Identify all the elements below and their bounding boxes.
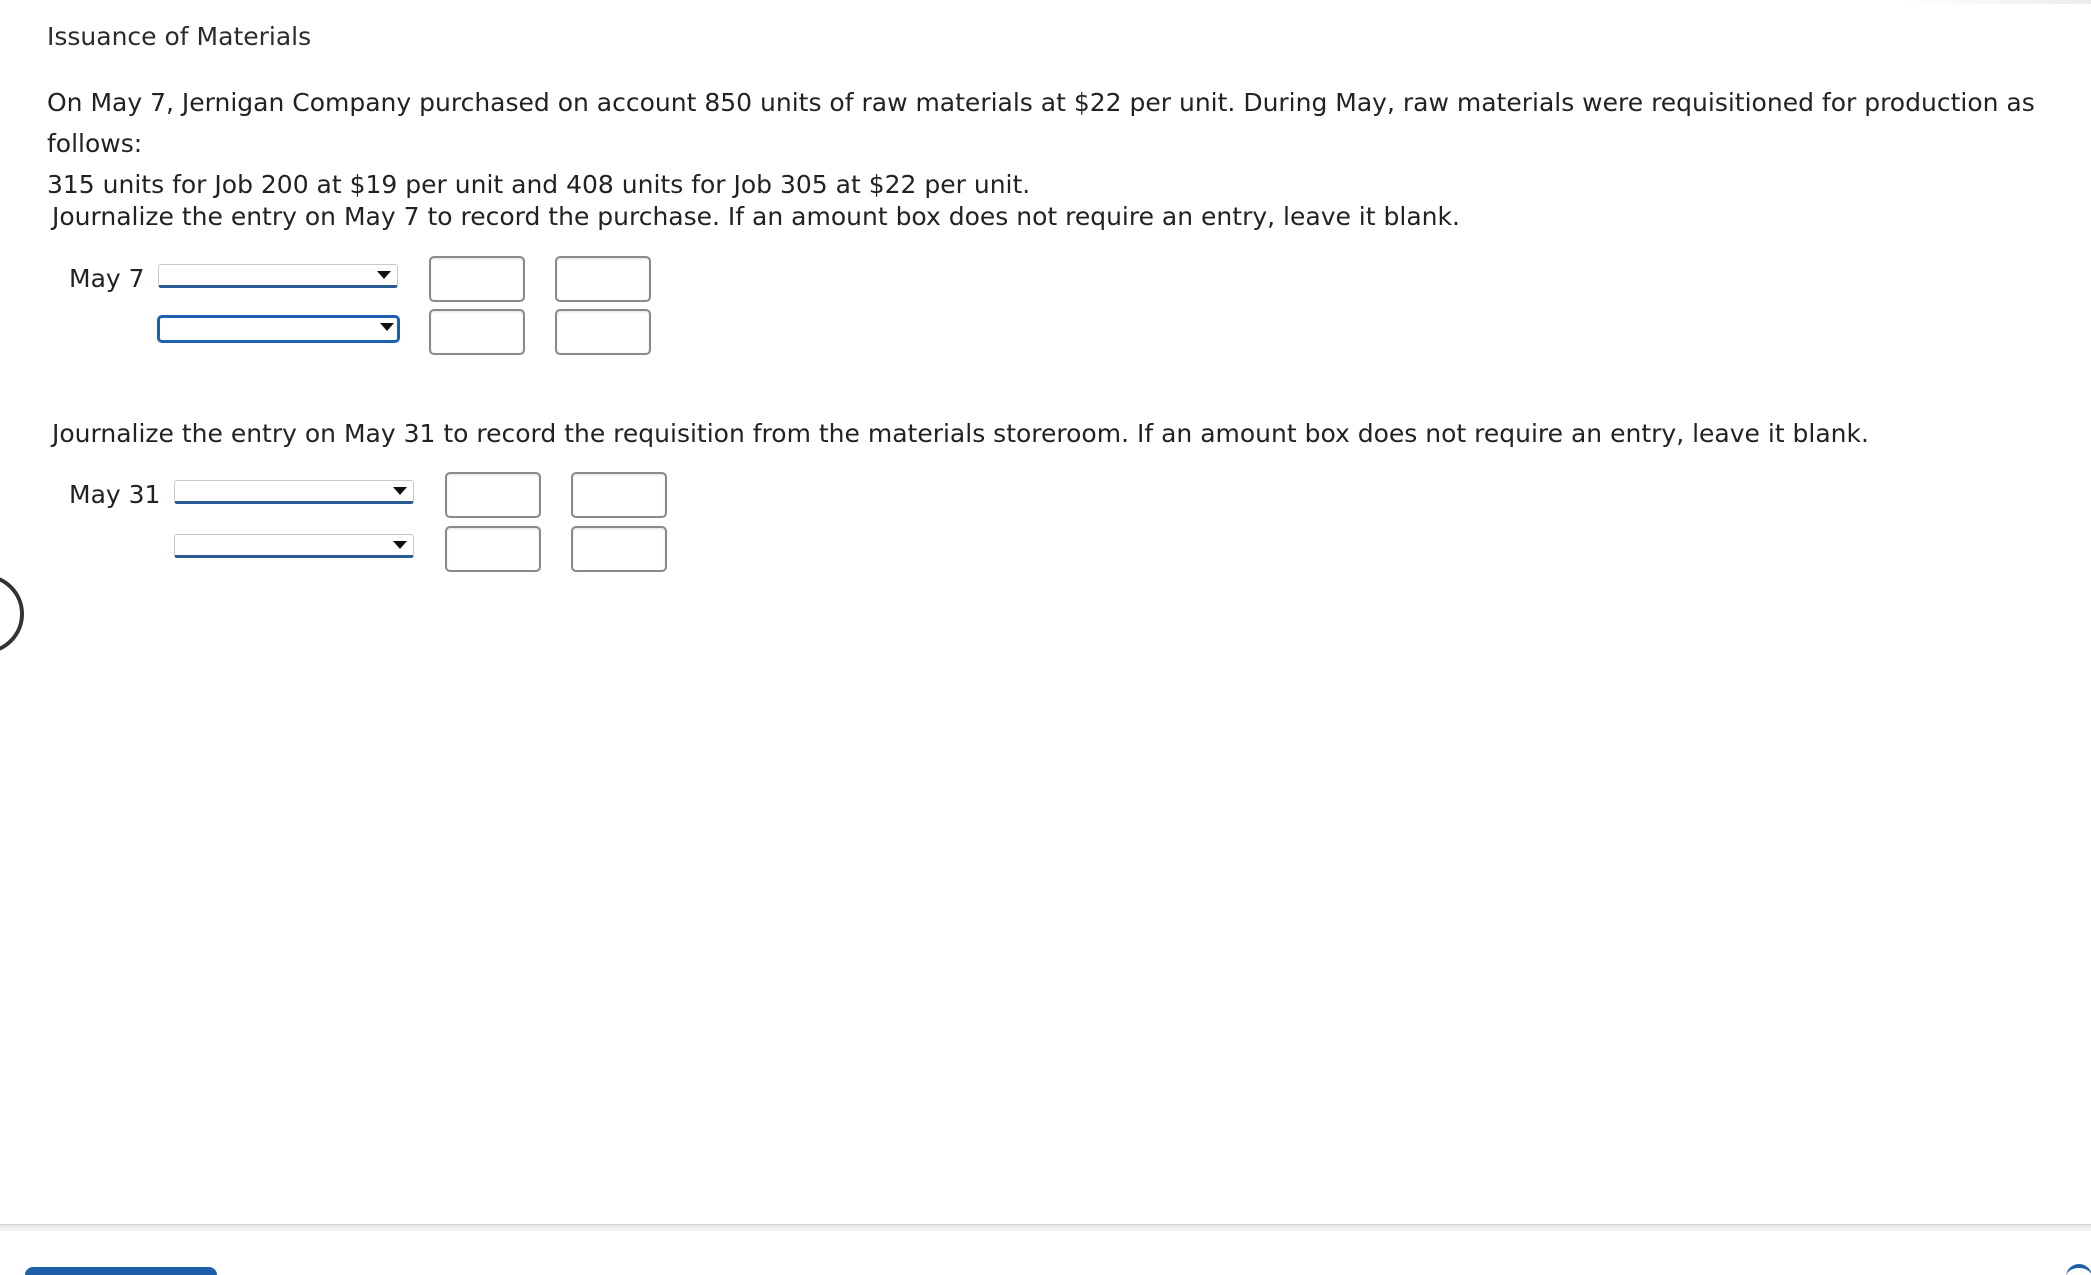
entry2-row1-credit-input[interactable] — [571, 472, 667, 518]
entry2-row1-account-dropdown[interactable] — [174, 480, 414, 504]
top-edge-shadow — [1900, 0, 2091, 4]
entry2-row1-debit-input[interactable] — [445, 472, 541, 518]
chevron-down-icon — [380, 323, 394, 331]
entry1-row1-account-dropdown[interactable] — [158, 264, 398, 288]
footer-corner-icon — [2066, 1264, 2091, 1275]
chevron-down-icon — [377, 271, 391, 279]
entry1-row2-account-dropdown[interactable] — [157, 315, 400, 343]
entry1-row2-debit-input[interactable] — [429, 309, 525, 355]
entry2-instruction: Journalize the entry on May 31 to record the requisition from the materials storeroom. If an amount box does not require an entry, leave it blank. — [52, 419, 1869, 448]
chevron-down-icon — [393, 541, 407, 549]
problem-line-1: On May 7, Jernigan Company purchased on account 850 units of raw materials at $22 per unit. During May, raw materials were requisitioned for production as follows: — [47, 88, 2035, 158]
problem-line-2: 315 units for Job 200 at $19 per unit and 408 units for Job 305 at $22 per unit. — [47, 170, 1031, 199]
entry2-row2-debit-input[interactable] — [445, 526, 541, 572]
problem-statement — [47, 82, 2077, 205]
entry1-date-label: May 7 — [69, 264, 145, 293]
chevron-down-icon — [393, 487, 407, 495]
entry1-instruction: Journalize the entry on May 7 to record the purchase. If an amount box does not require an entry, leave it blank. — [52, 202, 1460, 231]
footer-action-button[interactable] — [25, 1267, 217, 1275]
entry1-row1-credit-input[interactable] — [555, 256, 651, 302]
entry2-row2-credit-input[interactable] — [571, 526, 667, 572]
entry2-date-label: May 31 — [69, 480, 161, 509]
footer-divider — [0, 1224, 2091, 1231]
partial-circle-icon — [0, 574, 24, 654]
entry2-row2-account-dropdown[interactable] — [174, 534, 414, 558]
entry1-row2-credit-input[interactable] — [555, 309, 651, 355]
page-title: Issuance of Materials — [47, 22, 312, 51]
entry1-row1-debit-input[interactable] — [429, 256, 525, 302]
